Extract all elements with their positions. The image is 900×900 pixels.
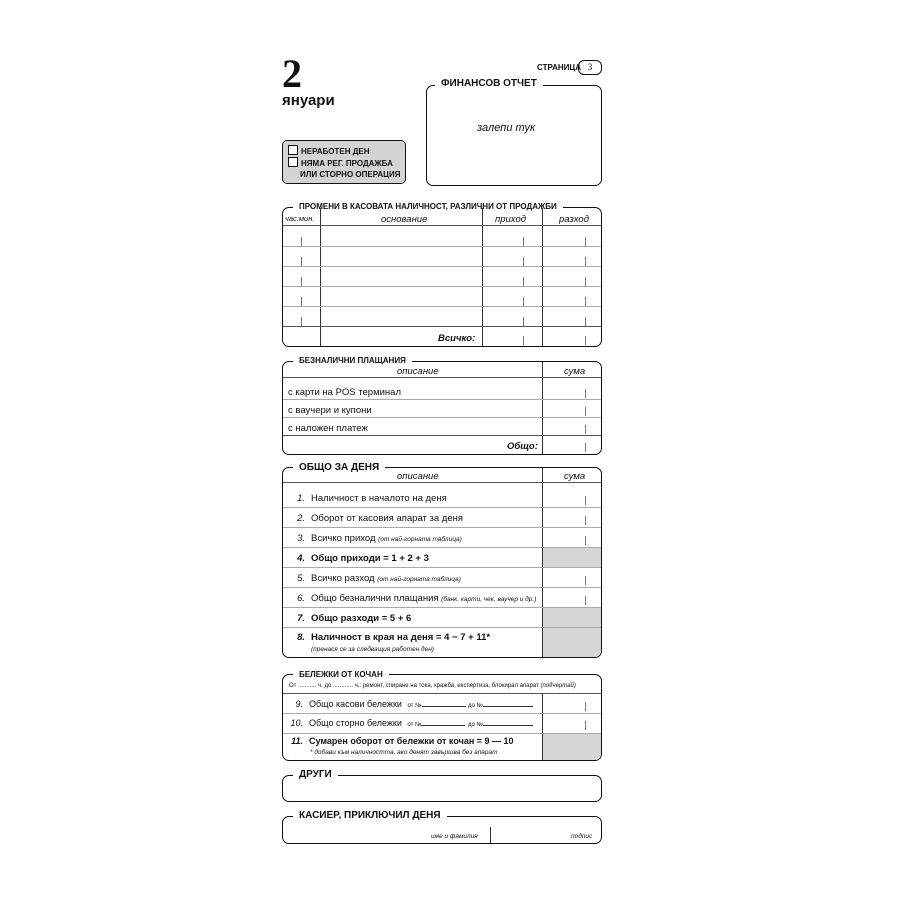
col-expense: разход	[559, 214, 589, 225]
receipt-row-11: 11. Сумарен оборот от бележки от кочан = 9 — 10	[291, 736, 514, 746]
financial-report-title: ФИНАНСОВ ОТЧЕТ	[435, 78, 543, 90]
cashless-row-cod: с наложен платеж	[288, 423, 368, 434]
cashier-title: КАСИЕР, ПРИКЛЮЧИЛ ДЕНЯ	[293, 810, 447, 822]
cashless-row-vouchers: с ваучери и купони	[288, 405, 372, 416]
signature-field-label: подпис	[571, 833, 593, 840]
col-income: приход	[495, 214, 526, 225]
day-number: 2	[282, 51, 302, 96]
name-field-label: име и фамилия	[431, 833, 478, 840]
day-total-table	[282, 462, 602, 658]
col-reason: основание	[381, 214, 428, 225]
day-total-row-7: 7. Общо разходи = 5 + 6	[297, 613, 412, 624]
option-label: НЕРАБОТЕН ДЕН	[301, 147, 370, 156]
option-label: ИЛИ СТОРНО ОПЕРАЦИЯ	[300, 170, 401, 179]
receipt-row-10: 10. Общо сторно бележки от № до №	[289, 718, 533, 728]
cashless-total-label: Общо:	[507, 441, 538, 452]
page-number: 3	[578, 60, 602, 75]
month-name: януари	[282, 92, 335, 109]
receipt-row-9: 9. Общо касови бележки от № до №	[289, 699, 533, 709]
checkbox[interactable]	[288, 157, 298, 167]
receipt-stubs-title: БЕЛЕЖКИ ОТ КОЧАН	[293, 669, 389, 681]
other-title: ДРУГИ	[293, 769, 338, 781]
receipt-stubs-table	[282, 670, 602, 761]
cash-changes-total-label: Всичко:	[438, 333, 476, 344]
day-total-row-2: 2. Оборот от касовия апарат за деня	[297, 513, 464, 524]
day-total-title: ОБЩО ЗА ДЕНЯ	[293, 462, 385, 474]
day-total-row-4: 4. Общо приходи = 1 + 2 + 3	[297, 553, 429, 564]
financial-report-box[interactable]	[426, 78, 602, 186]
checkbox[interactable]	[288, 145, 298, 155]
col-description: описание	[397, 366, 439, 377]
day-total-row-8: 8. Наличност в края на деня = 4 − 7 + 11*	[297, 632, 491, 643]
col-amount: сума	[564, 366, 586, 377]
no-sale-option[interactable]	[288, 157, 405, 169]
col-time: час:мин.	[285, 214, 315, 223]
day-total-row-6: 6. Общо безналични плащания (банк. карти, чек, ваучер и др.)	[297, 593, 537, 604]
paste-here-label: залепи тук	[477, 122, 536, 134]
day-total-row-8-note: (пренася се за следващия работен ден)	[311, 646, 434, 653]
col-amount: сума	[564, 471, 586, 482]
col-description: описание	[397, 471, 439, 482]
day-total-row-1: 1. Наличност в началото на деня	[297, 493, 447, 504]
receipt-row-11-note: * добави към наличността, ако денят завършва без апарат	[310, 749, 498, 756]
cash-changes-title: ПРОМЕНИ В КАСОВАТА НАЛИЧНОСТ, РАЗЛИЧНИ ОТ ПРОДАЖБИ	[293, 201, 563, 213]
option-label: НЯМА РЕГ. ПРОДАЖБА	[301, 159, 393, 168]
receipt-stubs-info-line: От ........... ч. до ............ ч.: ремонт, спиране на тока, кражба, експертиза, блокирал апарат (подчертай)	[289, 683, 576, 689]
other-box[interactable]	[282, 769, 602, 802]
cashier-box[interactable]	[282, 810, 602, 844]
cashless-row-pos: с карти на POS терминал	[288, 387, 402, 398]
cashless-table	[282, 356, 602, 455]
non-working-day-option[interactable]	[288, 145, 405, 157]
day-total-row-3: 3. Всичко приход (от най-горната таблица)	[297, 533, 462, 544]
day-total-row-5: 5. Всичко разход (от най-горната таблица)	[297, 573, 461, 584]
cash-changes-table	[282, 202, 602, 347]
cashless-title: БЕЗНАЛИЧНИ ПЛАЩАНИЯ	[293, 355, 412, 367]
day-options-box	[282, 140, 406, 184]
page-label: СТРАНИЦА	[537, 63, 582, 72]
